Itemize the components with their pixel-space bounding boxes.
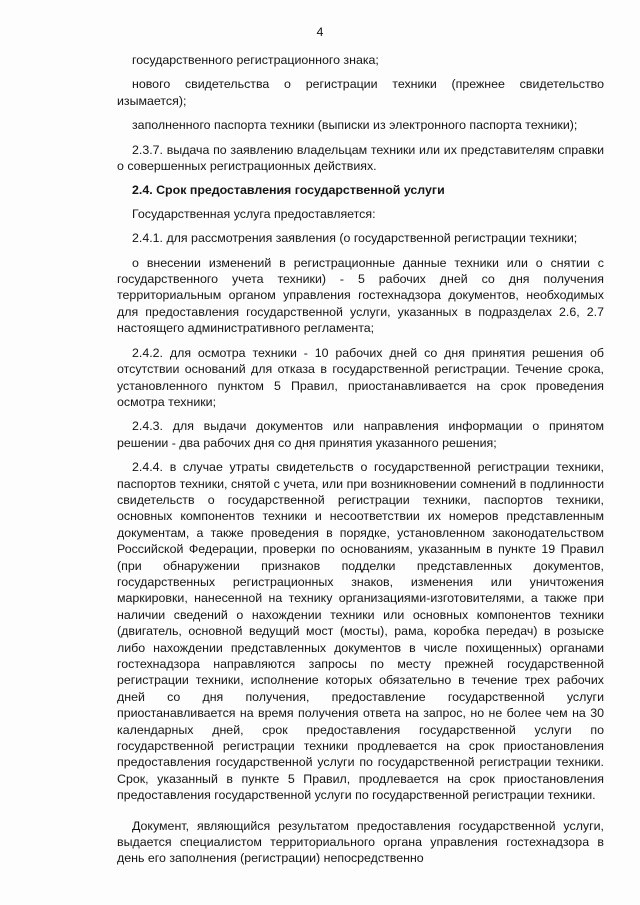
paragraph: заполненного паспорта техники (выписки из электронного паспорта техники); <box>132 118 578 133</box>
paragraph: 2.4.2. для осмотра техники - 10 рабочих дней со дня принятия решения об отсутствии оснований для отказа в государственной регистрации. Течение срока, установленного пунктом 5 Правил, приостанавливается на срок проведения осмотра техники; <box>117 345 604 409</box>
paragraph: 2.3.7. выдача по заявлению владельцам техники или их представителям справки о совершенных регистрационных действиях. <box>117 142 604 174</box>
paragraph: 2.4.1. для рассмотрения заявления (о государственной регистрации техники; <box>132 231 578 246</box>
paragraph: нового свидетельства о регистрации техники (прежнее свидетельство изымается); <box>117 77 604 108</box>
document-body <box>117 52 604 867</box>
section-heading: 2.4. Срок предоставления государственной услуги <box>132 183 445 198</box>
paragraph: 2.4.3. для выдачи документов или направления информации о принятом решении - два рабочих дня со дня принятия указанного решения; <box>117 419 604 450</box>
paragraph: о внесении изменений в регистрационные данные техники или о снятии с государственного учета техники) - 5 рабочих дней со дня получения территориальным органом управления гостехнадзора документов, необходимых для предоставления государственной услуги, указанных в подразделах 2.6, 2.7 настоящего административного регламента; <box>117 255 604 336</box>
paragraph: Государственная услуга предоставляется: <box>132 206 376 221</box>
paragraph: государственного регистрационного знака; <box>132 53 379 67</box>
paragraph: Документ, являющийся результатом предоставления государственной услуги, выдается специалистом территориального органа управления гостехнадзора в день его заполнения (регистрации) непосредственно <box>117 818 604 866</box>
paragraph: 2.4.4. в случае утраты свидетельств о государственной регистрации техники, паспортов техники, снятой с учета, или при возникновении сомнений в подлинности свидетельств о государственной регистрации техники, паспортов техники, основных компонентов техники и несоответствии их номеров представленным документам, а также проведения в порядке, установленном законодательством Российской Федерации, проверки по основаниям, указанным в пункте 19 Правил (при обнаружении признаков подделки представленных документов, государственных регистрационных знаков, изменения или уничтожения маркировки, нанесенной на технику организациями-изготовителями, а также при наличии сведений о нахождении техники или основных компонентов техники (двигатель, основной ведущий мост (мосты), рама, коробка передач) в розыске либо нахождении представленных документов в числе похищенных) органами гостехнадзора направляются запросы по месту прежней государственной регистрации техники, исполнение которых обязательно в течение трех рабочих дней со дня получения, предоставление государственной услуги приостанавливается на время получения ответа на запрос, но не более чем на 30 календарных дней, срок предоставления государственной услуги по государственной регистрации техники продлевается на срок приостановления предоставления государственной услуги по государственной регистрации техники. Срок, указанный в пункте 5 Правил, продлевается на срок приостановления предоставления государственной услуги по государственной регистрации техники. <box>117 460 604 803</box>
page-number: 4 <box>316 25 324 39</box>
